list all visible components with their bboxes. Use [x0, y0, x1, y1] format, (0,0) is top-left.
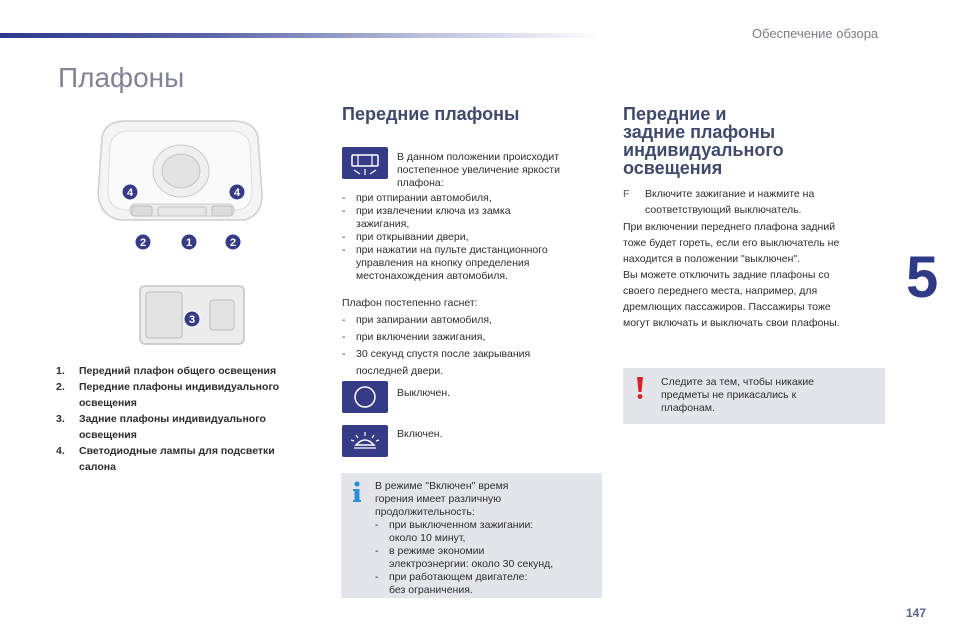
illustration-legend [56, 363, 326, 475]
callout-1 [180, 233, 198, 256]
list-item: - при работающем двигателе: [375, 571, 528, 583]
legend-item: 1. Передний плафон общего освещения [56, 365, 277, 377]
on-label: Включен. [397, 428, 443, 440]
list-item: - 30 секунд спустя после закрывания [342, 348, 531, 360]
door-mode-icon [342, 147, 388, 179]
list-item: F Включите зажигание и нажмите на [623, 188, 815, 200]
list-item: - в режиме экономии [375, 545, 485, 557]
header-gradient-bar [0, 33, 600, 38]
door-mode-description: В данном положении происходит постепенное увеличение яркости плафона: [397, 151, 560, 189]
legend-item: 2. Передние плафоны индивидуального [56, 381, 280, 393]
off-icon [342, 381, 388, 413]
chapter-number: 5 [906, 245, 939, 310]
fade-intro: Плафон постепенно гаснет: [342, 297, 478, 309]
legend-item: освещения [79, 397, 137, 409]
svg-text:4: 4 [126, 187, 134, 199]
individual-lights-instruction [623, 186, 885, 218]
callout-4-right [228, 183, 246, 206]
door-mode-list [342, 192, 604, 283]
page-title: Плафоны [58, 62, 185, 93]
list-item: последней двери. [356, 365, 444, 377]
list-item: - при отпирании автомобиля, [342, 192, 492, 204]
header-section-title: Обеспечение обзора [752, 26, 879, 41]
list-item: электроэнергии: около 30 секунд, [389, 558, 554, 570]
list-item: - при включении зажигания, [342, 331, 486, 343]
list-item: зажигания, [356, 218, 410, 230]
bullet-icon: F [623, 188, 630, 200]
list-item: - при открывании двери, [342, 231, 469, 243]
warning-callout [623, 368, 885, 424]
front-lights-heading: Передние плафоны [342, 104, 520, 124]
svg-text:1: 1 [185, 237, 193, 249]
list-item: продолжительность: [375, 506, 475, 518]
callout-2-right [224, 233, 242, 256]
list-item: соответствующий выключатель. [645, 204, 802, 216]
list-item: около 10 минут, [389, 532, 466, 544]
callout-3 [183, 310, 201, 333]
callout-2-left [134, 233, 152, 256]
legend-item: салона [79, 461, 116, 473]
info-icon [351, 481, 363, 508]
off-label: Выключен. [397, 387, 451, 399]
svg-text:2: 2 [229, 237, 237, 249]
individual-lights-paragraph: При включении переднего плафона задний тоже будет гореть, если его выключатель не находится в положении "выключен". Вы можете отключить задние плафоны со своего переднего места, например, для дремлющих пассажиров. Пассажиры тоже могут включать и выключать свои плафоны. [623, 221, 840, 329]
legend-item: освещения [79, 429, 137, 441]
svg-text:3: 3 [188, 314, 196, 326]
list-item: - при запирании автомобиля, [342, 314, 493, 326]
svg-text:4: 4 [233, 187, 241, 199]
info-callout [341, 473, 602, 598]
individual-lights-heading: Передние и задние плафоны индивидуального освещения [623, 104, 784, 178]
callout-4-left [121, 183, 139, 206]
warning-text: Следите за тем, чтобы никакие предметы не прикасались к плафонам. [661, 376, 815, 414]
list-item: В режиме "Включен" время [375, 480, 509, 492]
list-item: - при извлечении ключа из замка [342, 205, 511, 217]
info-text [375, 480, 599, 597]
list-item: управления на кнопку определения [356, 257, 530, 269]
legend-item: 3. Задние плафоны индивидуального [56, 413, 266, 425]
list-item: - при выключенном зажигании: [375, 519, 534, 531]
list-item: горения имеет различную [375, 493, 502, 505]
list-item: местонахождения автомобиля. [356, 270, 508, 282]
svg-text:2: 2 [139, 237, 147, 249]
page-number: 147 [906, 606, 927, 620]
legend-item: 4. Светодиодные лампы для подсветки [56, 445, 275, 457]
warning-icon [636, 376, 644, 405]
fade-out-section [342, 295, 604, 380]
list-item: - при нажатии на пульте дистанционного [342, 244, 548, 256]
on-icon [342, 425, 388, 457]
list-item: без ограничения. [389, 584, 473, 596]
